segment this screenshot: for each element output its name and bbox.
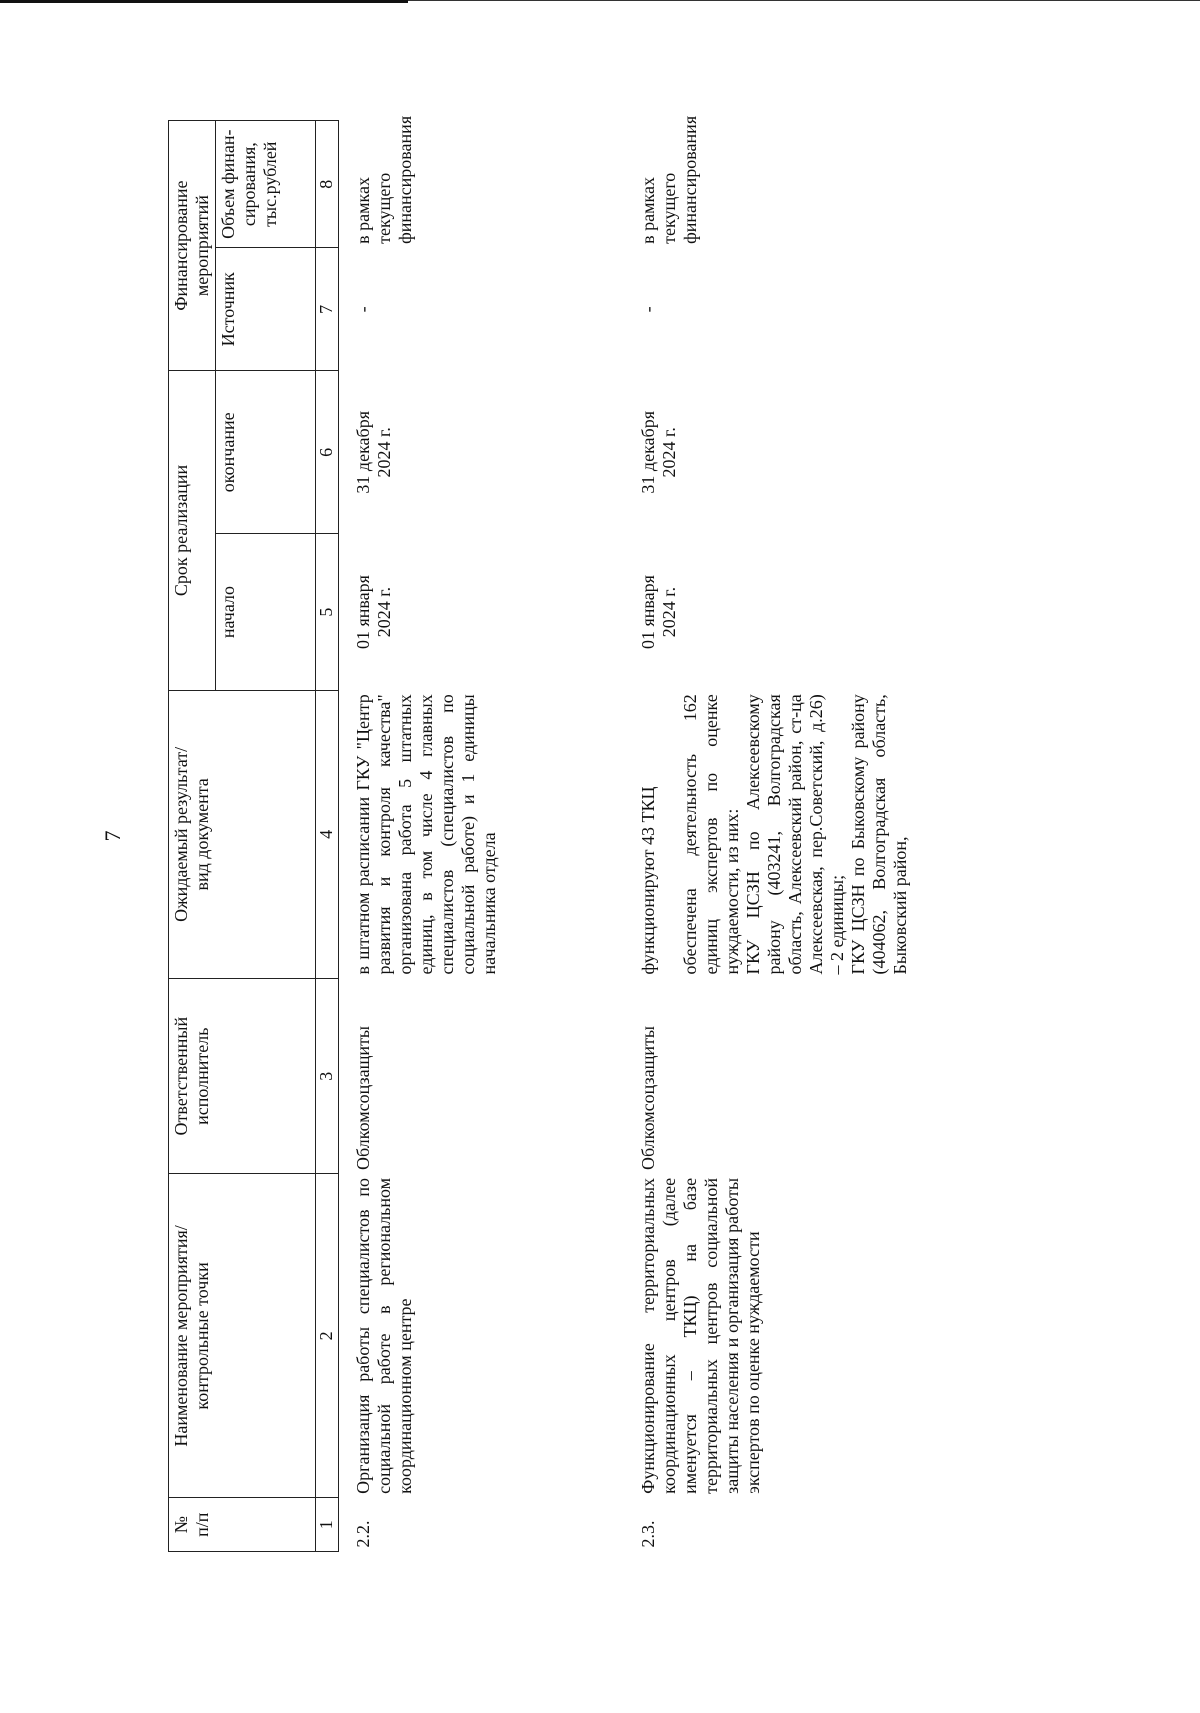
row-number: 2.3. [637,1520,658,1548]
header-end: окончание [216,371,316,534]
column-number: 6 [316,371,339,534]
header-result: Ожидаемый результат/ вид документа [169,690,316,978]
header-volume: Объем финан- сирования, тыс.рублей [216,121,316,248]
measure-name: Организация работы специалистов по социальной работе в региональном координационном центре [353,1177,415,1494]
column-number: 7 [316,248,339,371]
result-line: функционируют 43 ТКЦ [637,786,658,975]
funding-volume: в рамках текущего финансирования [637,115,700,244]
funding-source: - [637,306,658,313]
top-edge-line-thin [408,0,1200,1]
header-source: Источник [216,248,316,371]
expected-result: в штатном расписании ГКУ "Центр развития и контроля качества" организована работа 5 штатных единиц, в том числе 4 главных специалистов (специалистов по социальной работе) и 1 единицы начальника отдела [353,694,499,975]
rotated-page [100,115,1088,1552]
funding-source: - [353,306,373,313]
result-line [659,694,680,974]
start-date: 01 января 2024 г. [353,575,394,650]
table-row [339,121,624,1552]
executor: Облкомсоцзащиты [353,1025,373,1170]
measure-name: Функционирование территориальных координационных центров (далее именуется – ТКЦ) на базе территориальных центров социальной защиты населения и организация работы экспертов по оценке нуждаемости [637,1177,763,1494]
result-line: ГКУ ЦСЗН по Быковскому району (404062, Волгоградская область, Быковский район, [847,694,910,975]
header-executor: Ответственный исполнитель [169,978,316,1173]
column-number: 1 [316,1498,339,1552]
header-start: начало [216,534,316,690]
column-number: 4 [316,690,339,978]
row-number: 2.2. [353,1520,373,1548]
header-period: Срок реализации [169,371,216,691]
end-date: 31 декабря 2024 г. [637,411,679,494]
top-edge-line [0,0,408,3]
start-date: 01 января 2024 г. [637,575,679,650]
executor: Облкомсоцзащиты [637,1025,658,1170]
result-line: ГКУ ЦСЗН по Алексеевскому району (403241, Волгоградская область, Алексеевский район, ст-ца Алексеевская, пер.Советский, д.26) – 2 единицы; [742,694,847,975]
column-number: 2 [316,1174,339,1498]
header-num: № п/п [169,1498,316,1552]
table-row [624,121,913,1552]
result-line: обеспечена деятельность 162 единиц экспертов по оценке нуждаемости, из них: [679,694,742,975]
column-number: 8 [316,121,339,248]
column-number: 3 [316,978,339,1173]
expected-result [624,690,913,978]
header-name: Наименование мероприятия/ контрольные точки [169,1174,316,1498]
header-financing: Финансирование мероприятий [169,121,216,371]
column-number: 5 [316,534,339,690]
measures-table [168,115,913,1552]
end-date: 31 декабря 2024 г. [353,411,394,494]
funding-volume: в рамках текущего финансирования [353,115,415,244]
page-number: 7 [100,830,125,842]
